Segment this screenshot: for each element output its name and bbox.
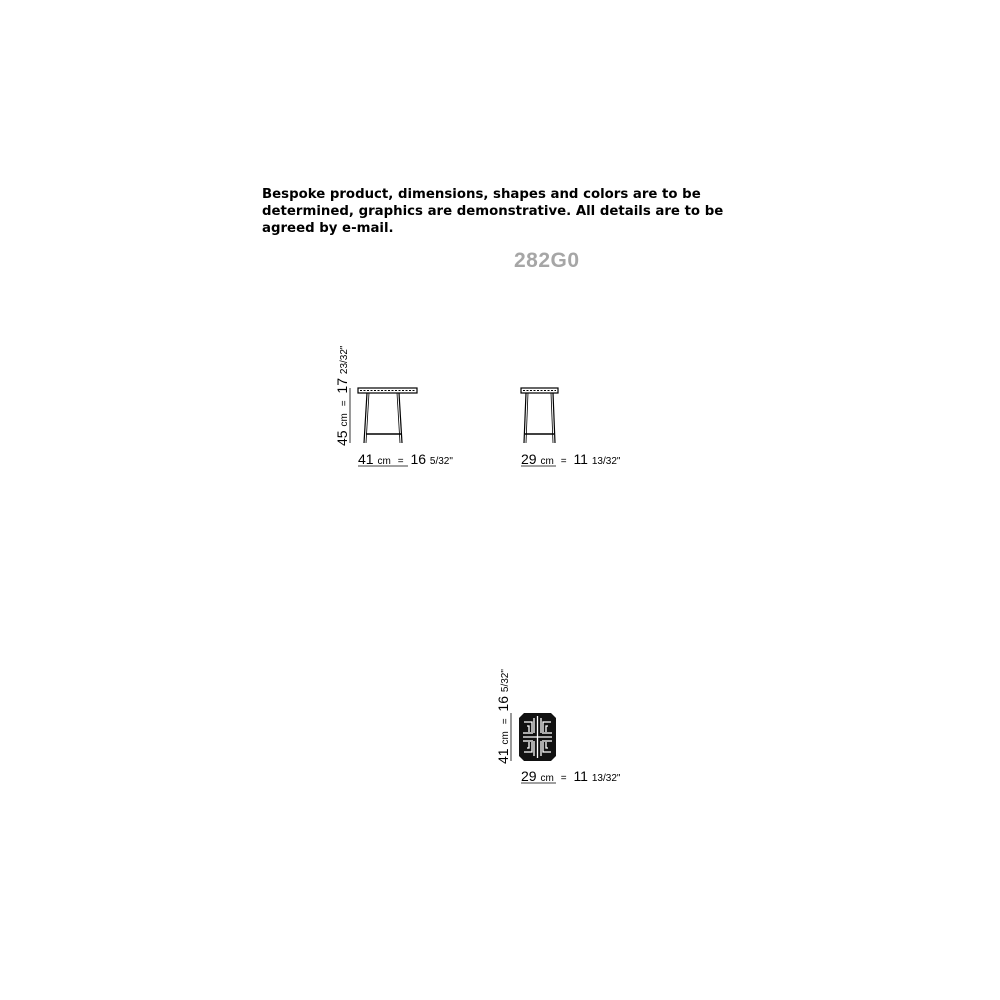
side-width-frac: 13/32" — [591, 456, 621, 467]
top-width-cm: 29 — [521, 768, 537, 784]
front-width-inch: 16 — [410, 451, 427, 467]
front-view-stool — [358, 388, 417, 443]
notice-line-3: agreed by e-mail. — [262, 221, 394, 236]
side-width-label — [521, 451, 620, 470]
notice-line-1: Bespoke product, dimensions, shapes and colors are to be — [262, 187, 701, 202]
front-height-sep: = — [339, 400, 350, 407]
front-width-unit: cm — [377, 456, 391, 467]
side-width-inch: 11 — [573, 451, 588, 467]
top-width-frac: 13/32" — [591, 773, 621, 784]
side-leg-left — [524, 393, 526, 443]
top-view-seat — [519, 713, 556, 761]
front-height-label — [334, 346, 353, 446]
top-depth-cm: 41 — [495, 748, 511, 764]
top-width-sep: = — [560, 773, 567, 784]
front-height-frac: 23/32" — [339, 345, 350, 375]
side-width-cm: 29 — [521, 451, 537, 467]
product-code: 282G0 — [514, 249, 580, 272]
side-view-stool — [521, 388, 558, 443]
front-width-label — [358, 451, 453, 470]
notice-line-2: determined, graphics are demonstrative. All details are to be — [262, 204, 724, 219]
side-width-unit: cm — [540, 456, 554, 467]
front-height-inch: 17 — [334, 377, 350, 394]
top-depth-sep: = — [500, 718, 511, 725]
front-width-frac: 5/32" — [429, 456, 453, 467]
front-width-sep: = — [397, 456, 404, 467]
top-width-unit: cm — [540, 773, 554, 784]
top-depth-inch: 16 — [495, 695, 511, 712]
side-width-sep: = — [560, 456, 567, 467]
top-width-label — [521, 768, 620, 787]
front-height-cm: 45 — [334, 430, 350, 446]
front-seat-top — [358, 388, 417, 393]
top-seat-weave — [523, 716, 552, 758]
top-depth-label — [495, 669, 514, 764]
front-width-cm: 41 — [358, 451, 374, 467]
side-leg-right — [553, 393, 555, 443]
top-width-inch: 11 — [573, 768, 588, 784]
front-height-unit: cm — [339, 413, 350, 427]
top-depth-unit: cm — [500, 731, 511, 745]
top-depth-frac: 5/32" — [500, 669, 511, 693]
